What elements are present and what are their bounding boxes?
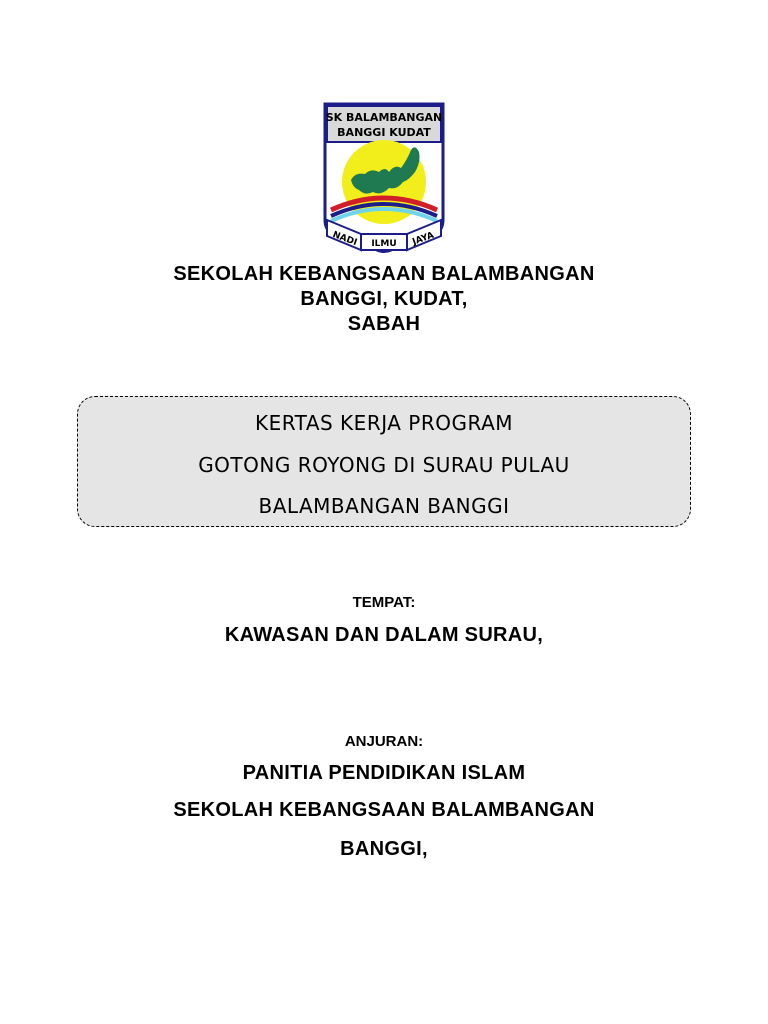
venue-label: TEMPAT: xyxy=(352,594,416,611)
logo-motto-2: ILMU xyxy=(371,239,397,249)
program-title-line-1: KERTAS KERJA PROGRAM xyxy=(254,411,514,435)
logo-motto-3: JAYA xyxy=(411,230,436,248)
school-name-line-3: SABAH xyxy=(347,313,421,335)
school-crest-icon xyxy=(323,102,445,254)
logo-motto-1: NADI xyxy=(331,230,359,249)
logo-top-text-2: BANGGI KUDAT xyxy=(337,126,431,139)
organizer-label: ANJURAN: xyxy=(344,733,424,750)
logo-top-text-1: SK BALAMBANGAN xyxy=(325,111,443,124)
school-name-line-1: SEKOLAH KEBANGSAAN BALAMBANGAN xyxy=(173,263,595,285)
school-name-block xyxy=(0,262,768,337)
program-title-line-2: GOTONG ROYONG DI SURAU PULAU xyxy=(198,453,570,477)
school-name-line-2: BANGGI, KUDAT, xyxy=(300,288,468,310)
organizer-line-2: SEKOLAH KEBANGSAAN BALAMBANGAN xyxy=(173,799,595,821)
program-title-line-3: BALAMBANGAN BANGGI xyxy=(258,494,510,518)
venue-value: KAWASAN DAN DALAM SURAU, xyxy=(224,624,544,646)
organizer-line-3: BANGGI, xyxy=(340,838,428,860)
program-title-box xyxy=(77,396,691,527)
organizer-line-1: PANITIA PENDIDIKAN ISLAM xyxy=(242,762,526,784)
school-logo xyxy=(323,102,445,254)
